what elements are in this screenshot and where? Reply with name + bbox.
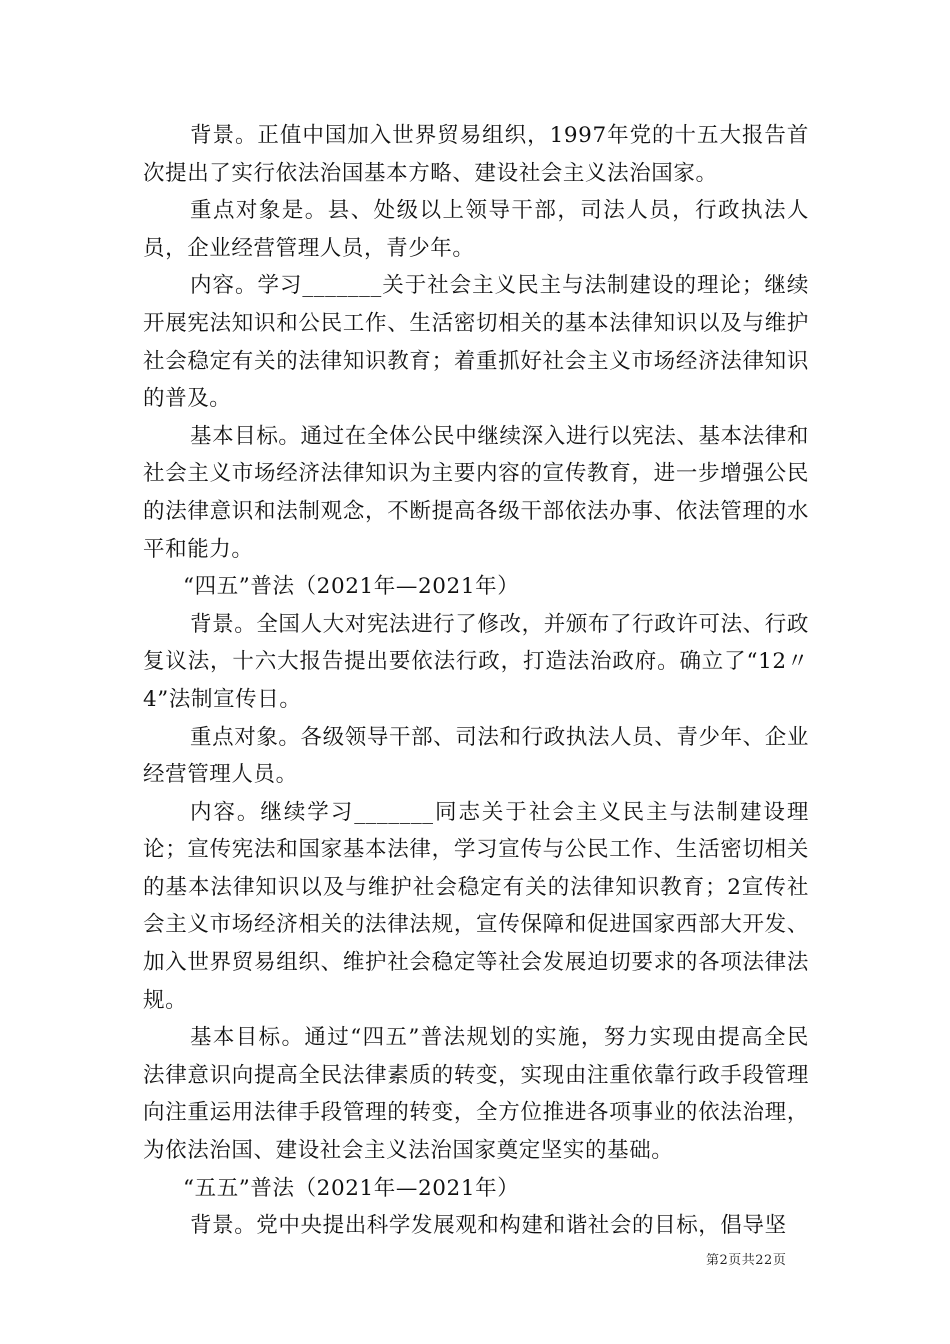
- paragraph-background-4th: 背景。全国人大对宪法进行了修改，并颁布了行政许可法、行政复议法，十六大报告提出要依法行政，打造法治政府。确立了“12〃4”法制宣传日。: [143, 611, 809, 712]
- paragraph-goal-4th: 基本目标。通过“四五”普法规划的实施，努力实现由提高全民法律意识向提高全民法律素质的转变，实现由注重依靠行政手段管理向注重运用法律手段管理的转变，全方位推进各项事业的依法治理，为依法治国、建设社会主义法治国家奠定坚实的基础。: [143, 1025, 809, 1164]
- paragraph-key-targets-3rd: 重点对象是。县、处级以上领导干部，司法人员，行政执法人员，企业经营管理人员，青少年。: [143, 198, 809, 261]
- paragraph-key-targets-4th: 重点对象。各级领导干部、司法和行政执法人员、青少年、企业经营管理人员。: [143, 724, 809, 788]
- section-heading-5th: “五五”普法（2021年—2021年）: [183, 1175, 520, 1201]
- document-body: [143, 117, 809, 1245]
- paragraph-goal-3rd: 基本目标。通过在全体公民中继续深入进行以宪法、基本法律和社会主义市场经济法律知识为主要内容的宣传教育，进一步增强公民的法律意识和法制观念，不断提高各级干部依法办事、依法管理的水平和能力。: [143, 423, 809, 562]
- paragraph-background-3rd: 背景。正值中国加入世界贸易组织，1997年党的十五大报告首次提出了实行依法治国基本方略、建设社会主义法治国家。: [143, 123, 809, 186]
- page-number-footer: 第2页共22页: [706, 1253, 787, 1268]
- paragraph-content-4th: 内容。继续学习_______同志关于社会主义民主与法制建设理论；宣传宪法和国家基本法律，学习宣传与公民工作、生活密切相关的基本法律知识以及与维护社会稳定有关的法律知识教育；2宣传社会主义市场经济相关的法律法规，宣传保障和促进国家西部大开发、加入世界贸易组织、维护社会稳定等社会发展迫切要求的各项法律法规。: [143, 799, 809, 1013]
- paragraph-background-5th: 背景。党中央提出科学发展观和构建和谐社会的目标，倡导坚: [190, 1213, 787, 1239]
- section-heading-4th: “四五”普法（2021年—2021年）: [183, 574, 520, 600]
- paragraph-content-3rd: 内容。学习_______关于社会主义民主与法制建设的理论；继续开展宪法知识和公民工作、生活密切相关的基本法律知识以及与维护社会稳定有关的法律知识教育；着重抓好社会主义市场经济法律知识的普及。: [143, 273, 809, 412]
